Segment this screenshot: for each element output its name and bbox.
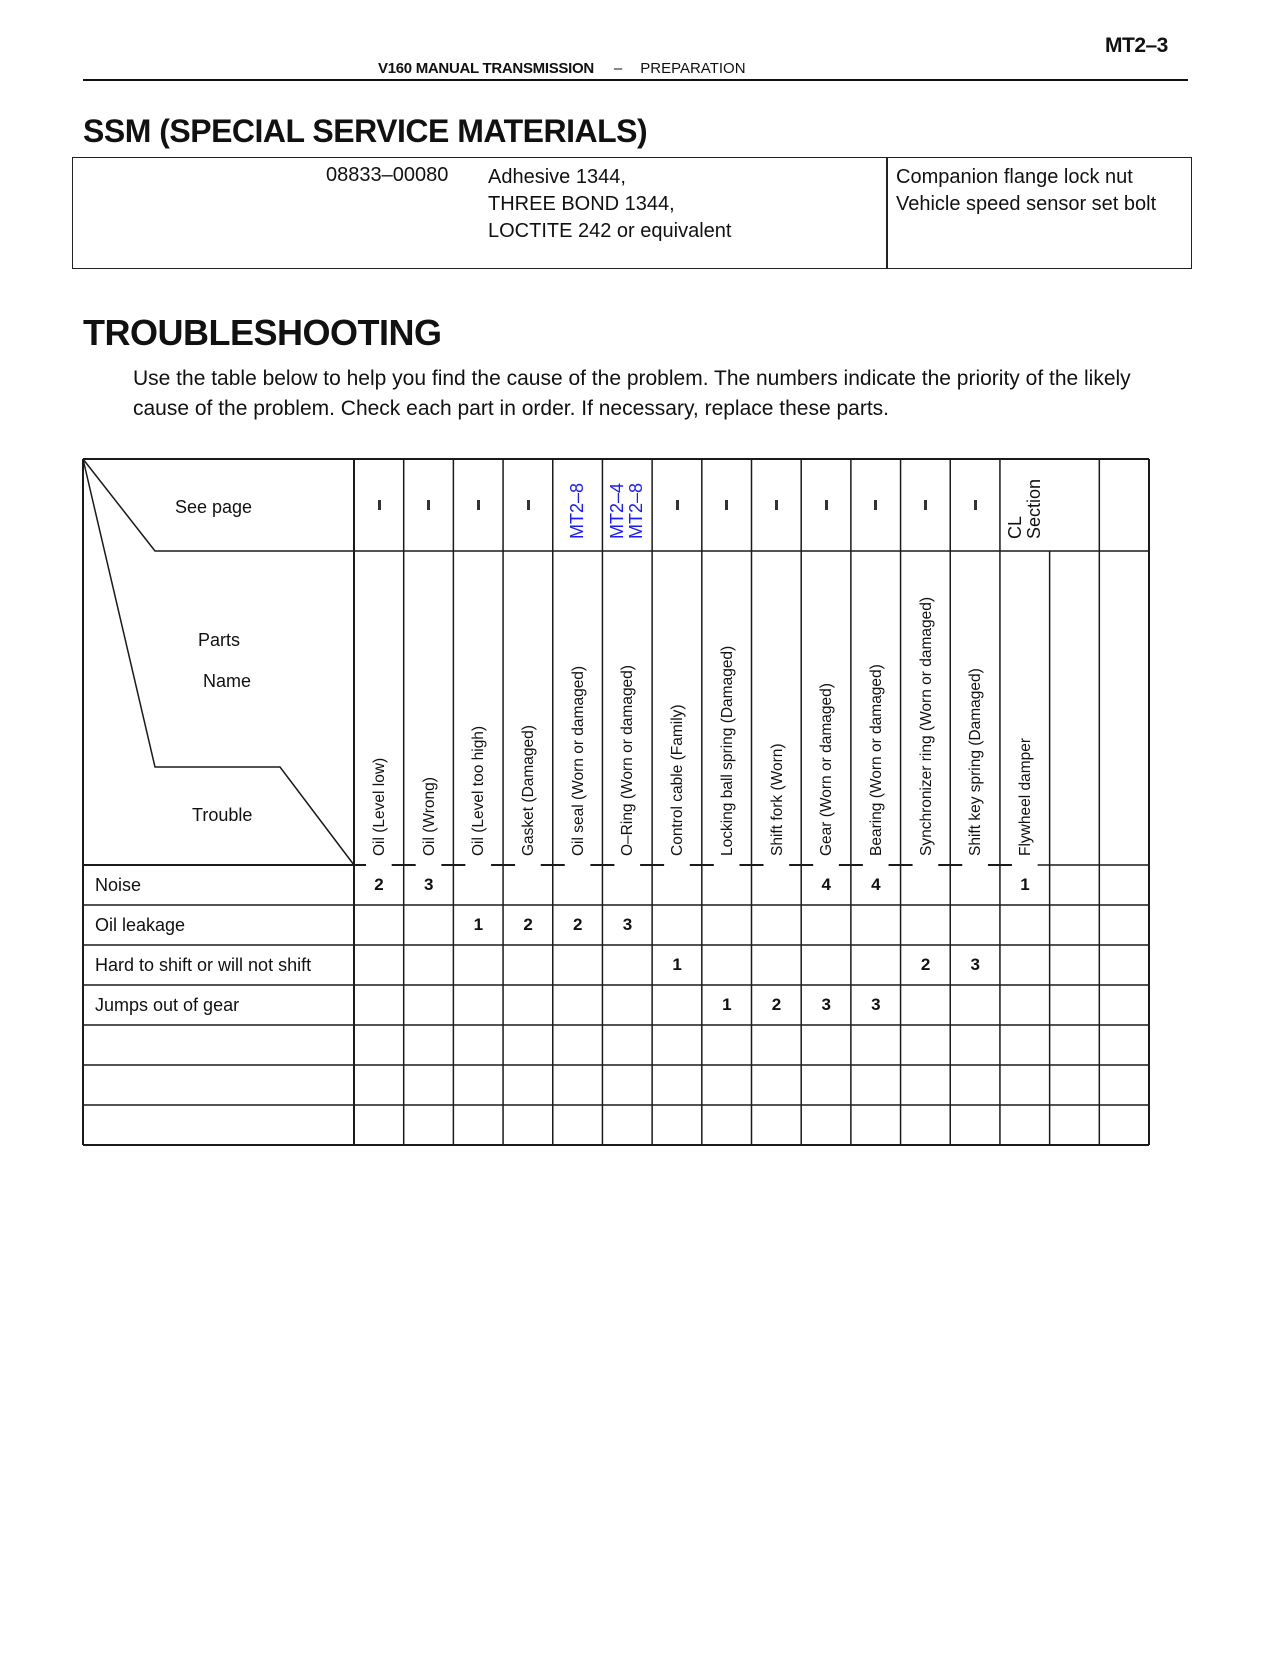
part-name-header: Oil (Level too high) — [470, 725, 488, 856]
see-page-reference — [1006, 479, 1044, 539]
corner-label-name: Name — [203, 671, 252, 691]
part-name-header: Locking ball spring (Damaged) — [718, 645, 736, 856]
dash-icon — [874, 500, 877, 510]
dash-icon — [527, 500, 530, 510]
ssm-material-line: THREE BOND 1344, — [488, 193, 675, 215]
priority-value: 2 — [573, 915, 583, 934]
part-name-header: Oil (Level low) — [371, 757, 388, 856]
ssm-heading: SSM (SPECIAL SERVICE MATERIALS) — [83, 113, 648, 149]
priority-value: 4 — [821, 875, 831, 894]
priority-value: 2 — [920, 955, 931, 974]
part-name-header: Control cable (Family) — [669, 704, 687, 856]
dash-icon — [924, 500, 927, 510]
troubleshooting-intro — [133, 364, 1203, 424]
part-name-header: Synchronizer ring (Worn or damaged) — [917, 596, 935, 856]
intro-line: Use the table below to help you find the cause of the problem. The numbers indicate the priority of the likely — [133, 367, 1131, 390]
corner-diagonal-see-page — [83, 459, 354, 551]
priority-value: 4 — [871, 875, 881, 894]
see-page-text: CL — [1004, 515, 1025, 539]
see-page-text[interactable]: MT2–4 — [607, 482, 628, 539]
see-page-none — [354, 459, 404, 551]
part-name-header: Oil (Wrong) — [420, 777, 438, 856]
ssm-usage — [896, 164, 1156, 218]
priority-value: 1 — [722, 995, 732, 1014]
dash-icon — [974, 500, 977, 510]
part-name-header: Bearing (Worn or damaged) — [867, 664, 885, 856]
intro-line: cause of the problem. Check each part in order. If necessary, replace these parts. — [133, 397, 890, 420]
priority-value: 3 — [871, 995, 881, 1014]
running-head-separator: – — [613, 60, 623, 77]
ssm-usage-line: Companion flange lock nut — [896, 166, 1133, 188]
dash-icon — [825, 500, 828, 510]
priority-value: 2 — [523, 915, 533, 934]
part-name-header: Gear (Worn or damaged) — [818, 683, 836, 856]
see-page-text: Section — [1023, 478, 1044, 539]
trouble-label: Noise — [95, 875, 142, 895]
dash-icon — [775, 500, 778, 510]
ssm-table — [72, 157, 1192, 269]
priority-value: 3 — [423, 875, 434, 894]
corner-label-parts: Parts — [198, 630, 241, 650]
ssm-usage-line: Vehicle speed sensor set bolt — [896, 193, 1157, 215]
priority-value: 1 — [473, 915, 484, 934]
see-page-none — [702, 459, 752, 551]
priority-value: 1 — [1020, 875, 1030, 894]
see-page-none — [652, 459, 702, 551]
dash-icon — [725, 500, 728, 510]
dash-icon — [427, 500, 430, 510]
part-name-header: Gasket (Damaged) — [520, 725, 538, 856]
see-page-none — [901, 459, 951, 551]
dash-icon — [477, 500, 480, 510]
see-page-text[interactable]: MT2–8 — [567, 482, 588, 539]
see-page-none — [851, 459, 901, 551]
chapter-title: V160 MANUAL TRANSMISSION — [378, 60, 594, 77]
corner-diagonal-trouble — [83, 459, 354, 865]
priority-value: 1 — [672, 955, 682, 974]
dash-icon — [676, 500, 679, 510]
priority-value: 3 — [821, 995, 831, 1014]
trouble-label: Hard to shift or will not shift — [95, 955, 312, 975]
dash-icon — [378, 500, 381, 510]
trouble-label: Jumps out of gear — [95, 995, 240, 1015]
priority-value: 2 — [374, 875, 384, 894]
page-number: MT2–3 — [1105, 34, 1168, 57]
section-name: PREPARATION — [640, 60, 746, 77]
corner-label-see-page: See page — [175, 497, 253, 517]
part-name-header: Flywheel damper — [1016, 737, 1034, 856]
part-name-header: Shift fork (Worn) — [768, 743, 786, 856]
see-page-none — [950, 459, 1000, 551]
ssm-material-line: LOCTITE 242 or equivalent — [488, 220, 732, 242]
corner-label-trouble: Trouble — [192, 805, 253, 825]
see-page-none — [801, 459, 851, 551]
troubleshooting-heading: TROUBLESHOOTING — [83, 312, 442, 353]
see-page-text[interactable]: MT2–8 — [626, 482, 647, 539]
ssm-material-line: Adhesive 1344, — [488, 166, 626, 188]
see-page-link[interactable] — [608, 483, 646, 539]
see-page-none — [503, 459, 553, 551]
header-rule — [83, 79, 1188, 81]
priority-value: 3 — [622, 915, 633, 934]
trouble-label: Oil leakage — [95, 915, 186, 935]
priority-value: 2 — [771, 995, 782, 1014]
part-name-header: Oil seal (Worn or damaged) — [569, 665, 587, 856]
running-head — [378, 60, 746, 77]
see-page-none — [404, 459, 454, 551]
ssm-part-number: 08833–00080 — [326, 164, 449, 186]
ssm-column-divider — [886, 158, 888, 268]
part-name-header: O–Ring (Worn or damaged) — [619, 665, 637, 856]
ssm-material — [488, 164, 731, 245]
see-page-none — [453, 459, 503, 551]
part-name-header: Shift key spring (Damaged) — [967, 668, 985, 856]
priority-value: 3 — [970, 955, 980, 974]
see-page-link[interactable] — [568, 483, 587, 539]
see-page-none — [752, 459, 802, 551]
